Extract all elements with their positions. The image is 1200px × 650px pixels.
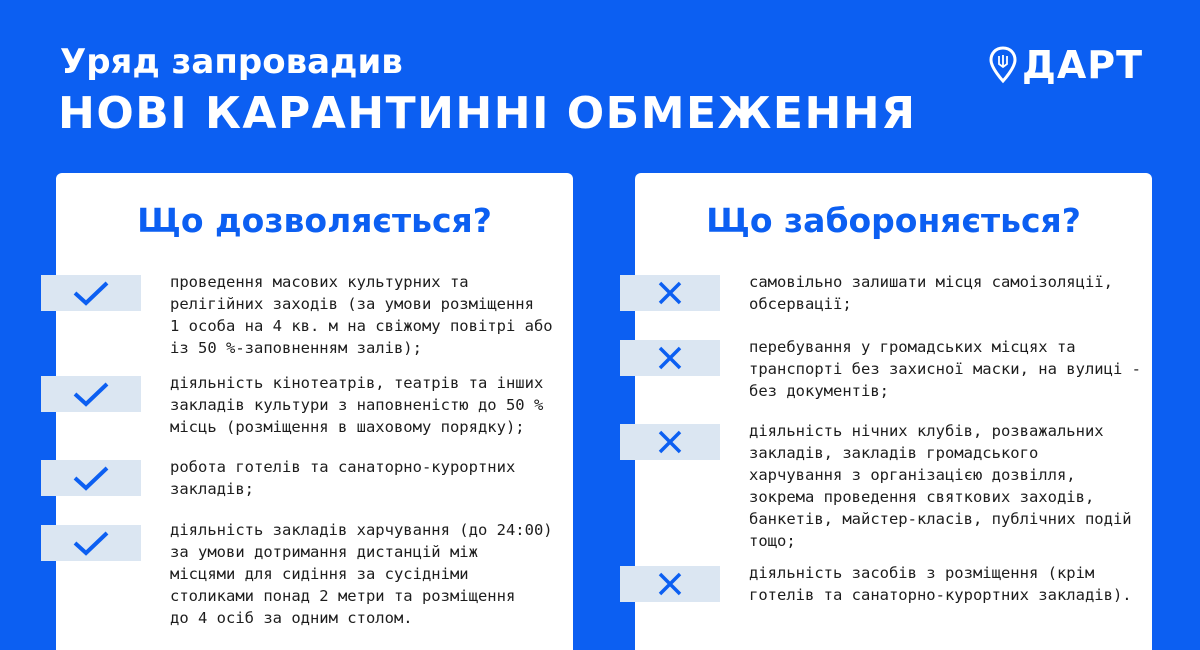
allowed-item: робота готелів та санаторно-курортних закладів; xyxy=(170,458,516,498)
forbidden-heading: Що забороняється? xyxy=(706,201,1081,240)
location-pin-trident-icon xyxy=(988,45,1018,85)
allowed-heading: Що дозволяється? xyxy=(137,201,492,240)
check-icon xyxy=(71,278,111,308)
forbidden-item: діяльність нічних клубів, розважальних закладів, закладів громадського харчування з організацією дозвілля, зокрема проведення святкових заходів, банкетів, майстер-класів, публічних подій тощо; xyxy=(749,422,1132,550)
page-title-line1: Уряд запровадив xyxy=(60,42,403,82)
logo-text: ДАРТ xyxy=(1022,43,1144,87)
cross-icon xyxy=(655,569,685,599)
allowed-badge xyxy=(41,525,141,561)
check-icon xyxy=(71,463,111,493)
forbidden-item: перебування у громадських місцях та транспорті без захисної маски, на вулиці - без документів; xyxy=(749,338,1141,400)
allowed-item: діяльність закладів харчування (до 24:00) за умови дотримання дистанцій між місцями для сидіння за сусідніми столиками понад 2 метри та розміщення до 4 осіб за одним столом. xyxy=(170,521,553,627)
check-icon xyxy=(71,528,111,558)
cross-icon xyxy=(655,343,685,373)
forbidden-badge xyxy=(620,275,720,311)
logo xyxy=(988,40,1148,90)
forbidden-badge xyxy=(620,566,720,602)
cross-icon xyxy=(655,427,685,457)
allowed-item: діяльність кінотеатрів, театрів та інших закладів культури з наповненістю до 50 % місць (розміщення в шаховому порядку); xyxy=(170,374,544,436)
forbidden-item: самовільно залишати місця самоізоляції, обсервації; xyxy=(749,273,1113,313)
allowed-badge xyxy=(41,376,141,412)
allowed-item: проведення масових культурних та релігійних заходів (за умови розміщення 1 особа на 4 кв. м на свіжому повітрі або із 50 %-заповненням залів); xyxy=(170,273,553,357)
forbidden-badge xyxy=(620,340,720,376)
page-title-line2: НОВІ КАРАНТИННІ ОБМЕЖЕННЯ xyxy=(58,88,917,139)
cross-icon xyxy=(655,278,685,308)
allowed-badge xyxy=(41,460,141,496)
check-icon xyxy=(71,379,111,409)
forbidden-item: діяльність засобів з розміщення (крім готелів та санаторно-курортних закладів). xyxy=(749,564,1132,604)
allowed-badge xyxy=(41,275,141,311)
forbidden-badge xyxy=(620,424,720,460)
